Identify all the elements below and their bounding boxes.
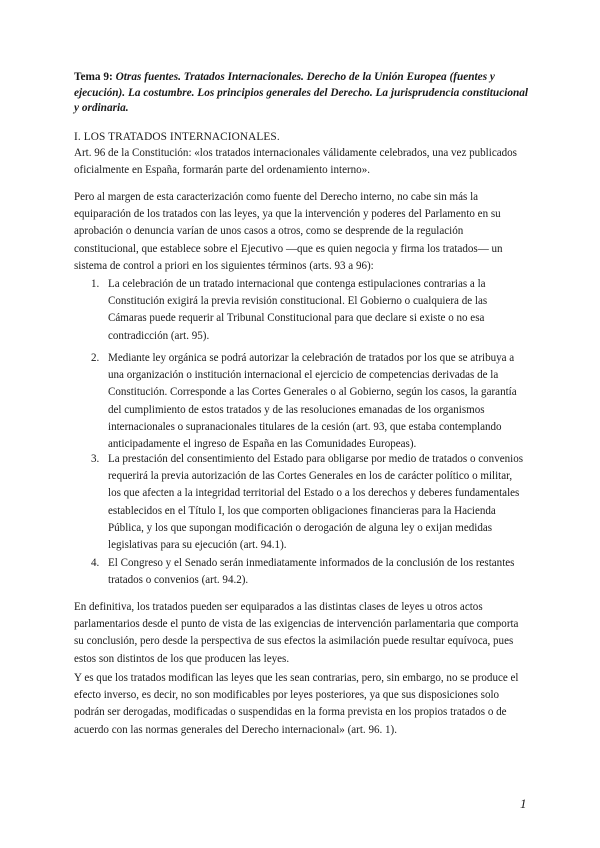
section-heading: I. LOS TRATADOS INTERNACIONALES. (74, 131, 280, 143)
title-lead: Tema 9: (74, 71, 113, 83)
list-item-text: El Congreso y el Senado serán inmediatamente informados de la conclusión de los restantes tratados o convenios (art. 94.2). (108, 557, 515, 587)
paragraph-art96: Art. 96 de la Constitución: «los tratados internacionales válidamente celebrados, una vez publicados oficialmente en España, formarán parte del ordenamiento interno». (74, 147, 517, 177)
title-rest: Otras fuentes. Tratados Internacionales. Derecho de la Unión Europea (fuentes y ejecución). La costumbre. Los principios generales del Derecho. La jurisprudencia constitucional y ordinaria. (74, 71, 529, 114)
paragraph-en-definitiva: En definitiva, los tratados pueden ser equiparados a las distintas clases de leyes u otros actos parlamentarios desde el punto de vista de las exigencias de intervención parlamentaria que comporta su conclusión, pero desde la perspectiva de sus efectos la asimilación puede resultar equívoca, pues estos son distintos de los que producen las leyes. (74, 601, 519, 665)
list-item-number: 1. (91, 278, 100, 290)
paragraph-efecto-inverso: Y es que los tratados modifican las leyes que les sean contrarias, pero, sin embargo, no se produce el efecto inverso, es decir, no son modificables por leyes posteriores, ya que sus disposiciones solo podrán ser derogadas, modificadas o suspendidas en la forma prevista en los propios tratados o de acuerdo con las normas generales del Derecho internacional» (art. 96. 1). (74, 672, 519, 736)
list-item-number: 4. (91, 557, 100, 569)
paragraph-equiparacion: Pero al margen de esta caracterización como fuente del Derecho interno, no cabe sin más la equiparación de los tratados con las leyes, ya que la intervención y poderes del Parlamento en su aprobación o denuncia varían de unos casos a otros, como se desprende de la regulación constitucional, que establece sobre el Ejecutivo —que es quien negocia y firma los tratados— un sistema de control a priori en los siguientes términos (arts. 93 a 96): (74, 191, 503, 272)
list-item-text: Mediante ley orgánica se podrá autorizar la celebración de tratados por los que se atribuya a una organización o institución internacional el ejercicio de competencias derivadas de la Constitución. Corresponde a las Cortes Generales o al Gobierno, según los casos, la garantía del cumplimiento de estos tratados y de las resoluciones emanadas de los organismos internacionales o supranacionales titulares de la cesión (art. 93, que estaba contemplando anticipadamente el ingreso de España en las Comunidades Europeas). (108, 352, 517, 451)
list-item-number: 3. (91, 453, 100, 465)
document-title (74, 70, 530, 117)
list-item-number: 2. (91, 352, 100, 364)
list-item-text: La prestación del consentimiento del Estado para obligarse por medio de tratados o convenios requerirá la previa autorización de las Cortes Generales en los de carácter político o militar, los que afecten a la integridad territorial del Estado o a los derechos y deberes fundamentales establecidos en el Título I, los que comporten obligaciones financieras para la Hacienda Pública, y los que supongan modificación o derogación de alguna ley o exijan medidas legislativas para su ejecución (art. 94.1). (108, 453, 524, 552)
page-number: 1 (520, 796, 527, 811)
list-item-text: La celebración de un tratado internacional que contenga estipulaciones contrarias a la Constitución exigirá la previa revisión constitucional. El Gobierno o cualquiera de las Cámaras puede requerir al Tribunal Constitucional para que declare si existe o no esa contradicción (art. 95). (108, 278, 488, 342)
